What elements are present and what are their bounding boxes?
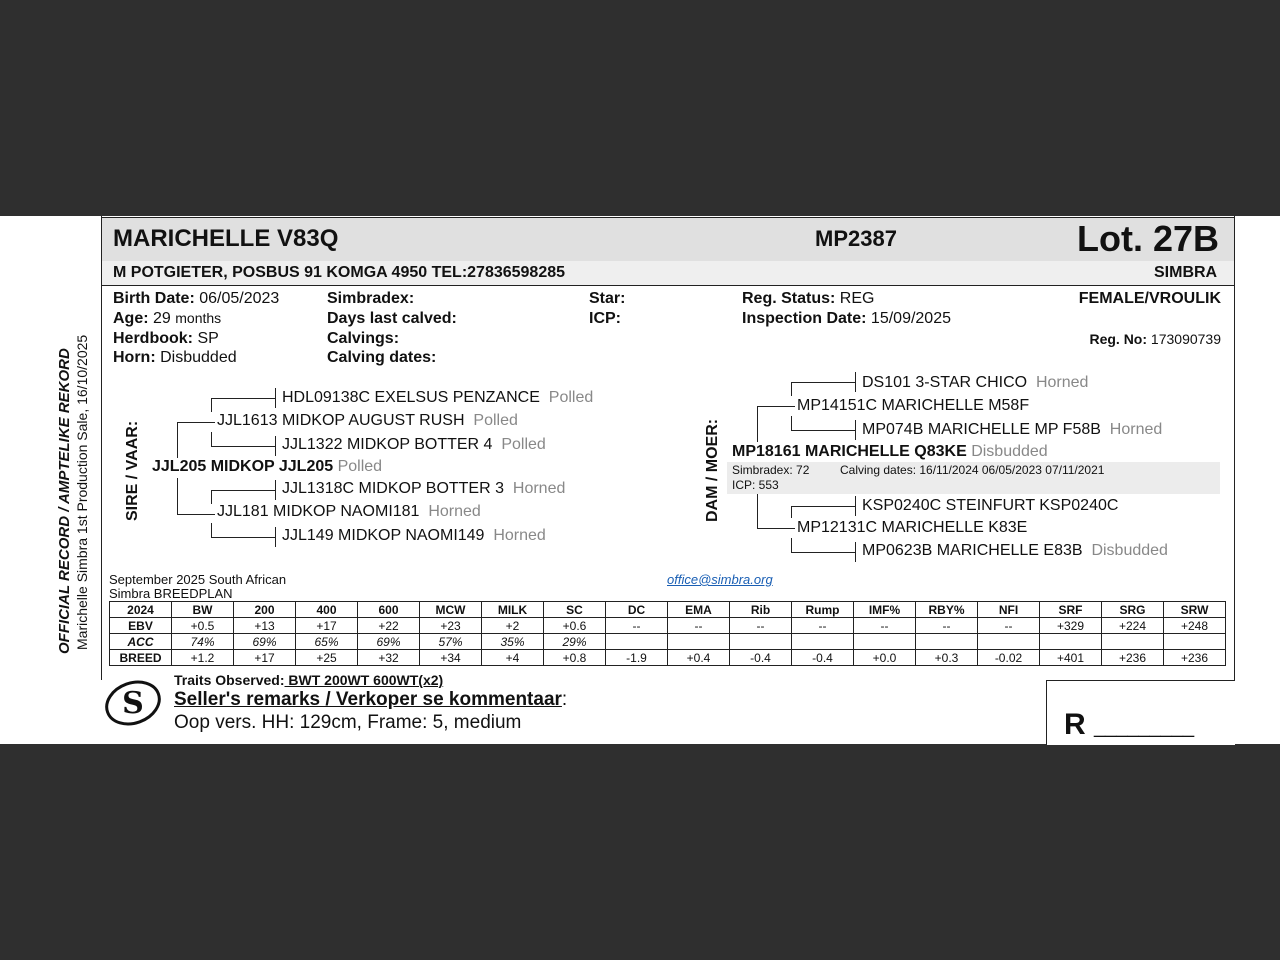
connector-line [211,523,212,537]
table-cell: 57% [420,634,482,650]
table-header-cell: NFI [978,602,1040,618]
dam-sire: MP14151C MARICHELLE M58F [797,397,1030,414]
table-cell: +236 [1102,650,1164,666]
age: Age: 29 months [113,310,222,327]
sire-sire-sire: HDL09138C EXELSUS PENZANCE Polled [282,389,594,406]
table-row [110,634,1226,650]
table-cell: +0.4 [668,650,730,666]
table-cell: +1.2 [172,650,234,666]
table-row [110,650,1226,666]
dam-dam-dam: MP0623B MARICHELLE E83B Disbudded [862,542,1168,559]
sire-sire-dam: JJL1322 MIDKOP BOTTER 4 Polled [282,436,546,453]
price-label: R [1064,708,1086,741]
connector-line [855,372,856,392]
icp-label: ICP: [589,310,621,327]
table-cell: +4 [482,650,544,666]
table-cell: +22 [358,618,420,634]
table-cell: 74% [172,634,234,650]
connector-line [791,552,855,553]
breedplan-line1: September 2025 South African [109,572,287,587]
table-cell: -1.9 [606,650,668,666]
table-cell: +0.6 [544,618,606,634]
table-cell: +17 [296,618,358,634]
table-cell: -- [916,618,978,634]
table-header-cell: Rib [730,602,792,618]
sire-name: JJL205 MIDKOP JJL205 Polled [152,458,383,475]
connector-line [177,514,215,515]
inspection-date: Inspection Date: 15/09/2025 [742,310,951,327]
table-cell: +25 [296,650,358,666]
connector-line [275,480,276,500]
connector-line [211,537,275,538]
table-header-cell: DC [606,602,668,618]
connector-line [177,422,215,423]
connector-line [757,494,758,528]
herdbook: Herdbook: SP [113,330,219,347]
dam-dam: MP12131C MARICHELLE K83E [797,519,1028,536]
connector-line [211,490,275,491]
svg-text:S: S [122,686,144,721]
table-header-cell: 2024 [110,602,172,618]
connector-line [791,382,792,396]
table-header-cell: EMA [668,602,730,618]
dam-title: DAM / MOER: [704,418,721,522]
seller-remarks-text: Oop vers. HH: 129cm, Frame: 5, medium [174,712,522,733]
table-cell: +13 [234,618,296,634]
table-header-cell: Rump [792,602,854,618]
table-header-cell: RBY% [916,602,978,618]
sex-label: FEMALE/VROULIK [1078,290,1221,307]
connector-line [855,420,856,440]
birth-date: Birth Date: 06/05/2023 [113,290,280,307]
table-cell [792,634,854,650]
connector-line [275,388,276,408]
table-cell: 29% [544,634,606,650]
table-cell [854,634,916,650]
table-cell: +0.5 [172,618,234,634]
reg-number: Reg. No: 173090739 [1089,331,1221,347]
table-cell [1040,634,1102,650]
email-link[interactable]: office@simbra.org [667,572,773,587]
sire-dam-sire: JJL1318C MIDKOP BOTTER 3 Horned [282,480,566,497]
connector-line [211,432,212,446]
breed-label: SIMBRA [1154,264,1218,281]
table-header-row [110,602,1226,618]
connector-line [791,416,792,430]
table-header-cell: IMF% [854,602,916,618]
table-cell: +32 [358,650,420,666]
table-cell [730,634,792,650]
star-label: Star: [589,290,626,307]
table-header-cell: 400 [296,602,358,618]
traits-observed: Traits Observed: BWT 200WT 600WT(x2) [174,672,444,688]
table-header-cell: 200 [234,602,296,618]
connector-line [177,478,178,514]
sire-title: SIRE / VAAR: [124,420,141,521]
connector-line [211,398,275,399]
connector-line [211,446,275,447]
connector-line [791,430,855,431]
seller-remarks-title: Seller's remarks / Verkoper se kommentaar: [174,689,568,710]
table-cell: -0.4 [730,650,792,666]
table-cell: -- [606,618,668,634]
table-cell: +0.0 [854,650,916,666]
connector-line [757,528,795,529]
table-cell [668,634,730,650]
table-cell: +224 [1102,618,1164,634]
table-cell: +0.8 [544,650,606,666]
row-label: ACC [110,634,172,650]
animal-name: MARICHELLE V83Q [113,225,339,252]
lot-number: Lot. 27B [1077,218,1220,259]
horn-status: Horn: Disbudded [113,349,237,366]
table-cell: -0.4 [792,650,854,666]
connector-line [791,382,855,383]
connector-line [757,406,758,442]
table-cell: -0.02 [978,650,1040,666]
table-cell [916,634,978,650]
table-cell [1102,634,1164,650]
simbra-logo-icon [103,678,163,728]
table-cell: +34 [420,650,482,666]
table-cell: 65% [296,634,358,650]
table-cell: +236 [1164,650,1226,666]
dam-sire-sire: DS101 3-STAR CHICO Horned [862,374,1089,391]
connector-line [275,436,276,456]
table-header-cell: SRF [1040,602,1102,618]
table-header-cell: MILK [482,602,544,618]
calving-dates-label: Calving dates: [327,349,437,366]
simbradex-label: Simbradex: [327,290,415,307]
table-cell: 69% [234,634,296,650]
table-cell: +2 [482,618,544,634]
table-header-cell: SRG [1102,602,1164,618]
table-cell: -- [792,618,854,634]
sire-dam-dam: JJL149 MIDKOP NAOMI149 Horned [282,527,546,544]
breedplan-line2: Simbra BREEDPLAN [109,586,233,601]
table-cell: +401 [1040,650,1102,666]
row-label: BREED [110,650,172,666]
connector-line [791,538,792,552]
connector-line [791,506,855,507]
animal-code: MP2387 [815,226,897,251]
connector-line [855,542,856,562]
table-cell: -- [978,618,1040,634]
days-last-calved-label: Days last calved: [327,310,457,327]
dam-sire-dam: MP074B MARICHELLE MP F58B Horned [862,421,1163,438]
row-label: EBV [110,618,172,634]
connector-line [211,490,212,504]
table-cell: +0.3 [916,650,978,666]
sire-dam: JJL181 MIDKOP NAOMI181 Horned [217,503,481,520]
table-header-cell: SRW [1164,602,1226,618]
calvings-label: Calvings: [327,330,400,347]
ebv-table [109,601,1226,666]
price-input-line[interactable]: _________ [1094,716,1195,738]
table-cell: +23 [420,618,482,634]
table-header-cell: 600 [358,602,420,618]
dam-calving-dates: Calving dates: 16/11/2024 06/05/2023 07/11/2021 [840,463,1105,477]
table-cell: +248 [1164,618,1226,634]
official-record-label: OFFICIAL RECORD / AMPTELIKE REKORD [56,348,73,654]
table-header-cell: SC [544,602,606,618]
table-cell: +329 [1040,618,1102,634]
table-cell: 35% [482,634,544,650]
table-cell [1164,634,1226,650]
table-cell: -- [668,618,730,634]
connector-line [757,406,795,407]
sale-label: Marichelle Simbra 1st Production Sale, 16/10/2025 [74,334,90,650]
table-cell [606,634,668,650]
connector-line [791,506,792,518]
dam-simbradex: Simbradex: 72 [732,463,810,477]
table-cell: -- [854,618,916,634]
table-cell [978,634,1040,650]
connector-line [211,398,212,412]
dam-dam-sire: KSP0240C STEINFURT KSP0240C [862,497,1119,514]
sire-sire: JJL1613 MIDKOP AUGUST RUSH Polled [217,412,518,429]
owner-info: M POTGIETER, POSBUS 91 KOMGA 4950 TEL:27836598285 [113,264,566,281]
connector-line [855,496,856,516]
table-row [110,618,1226,634]
table-cell: +17 [234,650,296,666]
dam-name: MP18161 MARICHELLE Q83KE Disbudded [732,443,1048,460]
connector-line [275,527,276,547]
table-header-cell: MCW [420,602,482,618]
table-cell: 69% [358,634,420,650]
reg-status: Reg. Status: REG [742,290,875,307]
table-header-cell: BW [172,602,234,618]
table-cell: -- [730,618,792,634]
connector-line [177,422,178,458]
dam-icp: ICP: 553 [732,478,779,492]
